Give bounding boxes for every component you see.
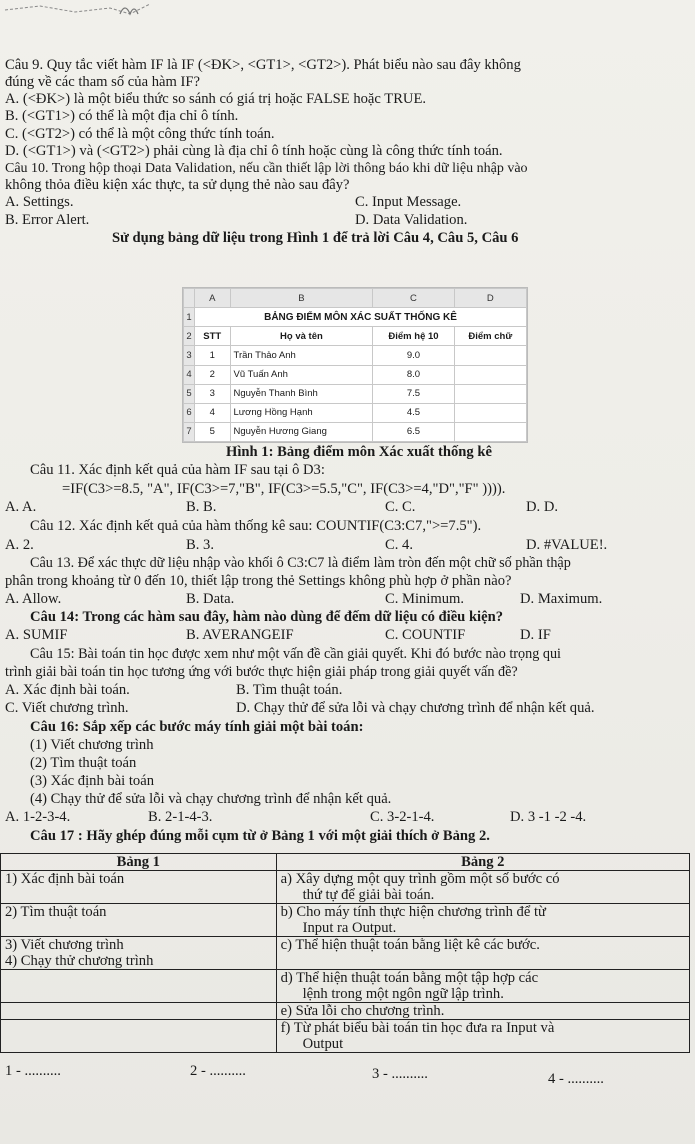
q9-option-c: C. (<GT2>) có thể là một công thức tính toán. <box>5 126 275 142</box>
left-item-2: 2) Tìm thuật toán <box>1 904 277 937</box>
right-item-f-line1: f) Từ phát biểu bài toán tin học đưa ra Input và <box>280 1020 555 1036</box>
cell-letter <box>454 384 526 403</box>
table-row <box>184 384 527 403</box>
cell-score: 8.0 <box>373 365 454 384</box>
score-spreadsheet <box>182 287 528 443</box>
header-name: Họ và tên <box>230 327 373 346</box>
q13-stem-line1: Câu 13. Để xác thực dữ liệu nhập vào khối ô C3:C7 là điểm làm tròn đến một chữ số phần thập <box>30 555 571 571</box>
q11-stem: Câu 11. Xác định kết quả của hàm IF sau tại ô D3: <box>30 462 325 478</box>
right-item-e: e) Sửa lỗi cho chương trình. <box>276 1003 689 1020</box>
table-row <box>184 422 527 441</box>
q13-option-a: A. Allow. <box>5 591 62 607</box>
cell-name: Nguyễn Hương Giang <box>230 422 373 441</box>
top-scribble <box>0 0 160 18</box>
matching-table <box>0 853 690 1053</box>
table-row <box>184 346 527 365</box>
right-item-d-line2: lệnh trong một ngôn ngữ lập trình. <box>302 986 504 1002</box>
figure-caption: Hình 1: Bảng điểm môn Xác xuất thống kê <box>226 444 492 460</box>
row-header: 5 <box>184 384 195 403</box>
row-header: 1 <box>184 308 195 327</box>
answer-blank-4[interactable]: 4 - .......... <box>548 1071 604 1087</box>
q10-stem-line2: không thỏa điều kiện xác thực, ta sử dụng thẻ nào sau đây? <box>5 177 350 193</box>
q16-option-a: A. 1-2-3-4. <box>5 809 71 825</box>
cell-stt: 2 <box>195 365 231 384</box>
row-header: 3 <box>184 346 195 365</box>
q9-stem-line2: đúng về các tham số của hàm IF? <box>5 74 200 90</box>
q16-stem: Câu 16: Sắp xếp các bước máy tính giải một bài toán: <box>30 719 364 735</box>
q13-stem-line2: phân trong khoảng từ 0 đến 10, thiết lập trong thẻ Settings không phù hợp ở phần nào? <box>5 573 512 589</box>
q12-option-a: A. 2. <box>5 537 34 553</box>
q10-option-a: A. Settings. <box>5 194 74 210</box>
q10-option-b: B. Error Alert. <box>5 212 90 228</box>
empty-cell <box>1 970 277 1003</box>
right-item-a <box>276 871 689 904</box>
right-item-f <box>276 1020 689 1053</box>
table2-header: Bảng 2 <box>276 854 689 871</box>
right-item-c: c) Thể hiện thuật toán bằng liệt kê các bước. <box>276 937 689 970</box>
right-item-b-line1: b) Cho máy tính thực hiện chương trình để từ <box>280 904 546 920</box>
q11-formula: =IF(C3>=8.5, "A", IF(C3>=7,"B", IF(C3>=5.5,"C", IF(C3>=4,"D","F" )))). <box>62 481 506 497</box>
q15-option-c: C. Viết chương trình. <box>5 700 129 716</box>
q12-option-b: B. 3. <box>186 537 214 553</box>
q13-option-b: B. Data. <box>186 591 235 607</box>
q13-option-c: C. Minimum. <box>385 591 465 607</box>
right-item-d <box>276 970 689 1003</box>
sheet-title: BẢNG ĐIỂM MÔN XÁC SUẤT THỐNG KÊ <box>195 308 527 327</box>
left-item-4-label: 4) Chạy thử chương trình <box>5 953 154 969</box>
cell-stt: 4 <box>195 403 231 422</box>
left-item-1: 1) Xác định bài toán <box>1 871 277 904</box>
q15-option-b: B. Tìm thuật toán. <box>236 682 343 698</box>
right-item-b <box>276 904 689 937</box>
q12-stem: Câu 12. Xác định kết quả của hàm thống kê sau: COUNTIF(C3:C7,">=7.5"). <box>30 518 482 534</box>
right-item-d-line1: d) Thể hiện thuật toán bằng một tập hợp các <box>280 970 539 986</box>
answer-blank-2[interactable]: 2 - .......... <box>190 1063 246 1079</box>
q15-stem-line2: trình giải bài toán tin học tương ứng với bước thực hiện giải pháp trong giải quyết vấn đề? <box>5 664 518 680</box>
row-header: 2 <box>184 327 195 346</box>
cell-letter <box>454 422 526 441</box>
cell-letter <box>454 403 526 422</box>
cell-stt: 3 <box>195 384 231 403</box>
q11-option-d: D. D. <box>526 499 559 515</box>
cell-name: Vũ Tuấn Anh <box>230 365 373 384</box>
answer-blank-1[interactable]: 1 - .......... <box>5 1063 61 1079</box>
q9-option-d: D. (<GT1>) và (<GT2>) phải cùng là địa chỉ ô tính hoặc cùng là công thức tính toán. <box>5 143 503 159</box>
q11-option-c: C. C. <box>385 499 416 515</box>
table-row <box>184 403 527 422</box>
row-header: 4 <box>184 365 195 384</box>
q16-option-c: C. 3-2-1-4. <box>370 809 435 825</box>
q13-option-d: D. Maximum. <box>520 591 603 607</box>
q10-option-c: C. Input Message. <box>355 194 462 210</box>
q9-stem-line1: Câu 9. Quy tắc viết hàm IF là IF (<ĐK>, <GT1>, <GT2>). Phát biểu nào sau đây không <box>5 57 521 73</box>
table1-header: Bảng 1 <box>1 854 277 871</box>
q16-option-b: B. 2-1-4-3. <box>148 809 213 825</box>
row-header: 6 <box>184 403 195 422</box>
q17-stem: Câu 17 : Hãy ghép đúng mỗi cụm từ ở Bảng 1 với một giải thích ở Bảng 2. <box>30 828 490 844</box>
q11-option-a: A. A. <box>5 499 37 515</box>
answer-blank-3[interactable]: 3 - .......... <box>372 1066 428 1082</box>
header-score10: Điểm hệ 10 <box>373 327 454 346</box>
empty-cell <box>1 1003 277 1020</box>
corner-cell <box>184 289 195 308</box>
q16-step-3: (3) Xác định bài toán <box>30 773 155 789</box>
left-item-3-label: 3) Viết chương trình <box>5 937 124 953</box>
q16-step-1: (1) Viết chương trình <box>30 737 154 753</box>
cell-stt: 1 <box>195 346 231 365</box>
right-item-f-line2: Output <box>302 1036 344 1052</box>
cell-score: 9.0 <box>373 346 454 365</box>
q15-option-d: D. Chạy thử để sửa lỗi và chạy chương trình để nhận kết quả. <box>236 700 595 716</box>
q12-option-d: D. #VALUE!. <box>526 537 608 553</box>
cell-score: 6.5 <box>373 422 454 441</box>
row-header: 7 <box>184 422 195 441</box>
cell-name: Lương Hồng Hạnh <box>230 403 373 422</box>
q14-option-c: C. COUNTIF <box>385 627 466 643</box>
q10-stem-line1: Câu 10. Trong hộp thoại Data Validation, nếu cần thiết lập lời thông báo khi dữ liệu nhập vào <box>5 161 528 176</box>
q14-option-d: D. IF <box>520 627 551 643</box>
left-item-3 <box>1 937 277 970</box>
right-item-a-line2: thứ tự để giải bài toán. <box>302 887 435 903</box>
right-item-a-line1: a) Xây dựng một quy trình gồm một số bước có <box>280 871 560 887</box>
q14-option-a: A. SUMIF <box>5 627 68 643</box>
cell-score: 7.5 <box>373 384 454 403</box>
empty-cell <box>1 1020 277 1053</box>
col-header-b: B <box>230 289 373 308</box>
cell-score: 4.5 <box>373 403 454 422</box>
header-letter: Điểm chữ <box>454 327 526 346</box>
q14-option-b: B. AVERANGEIF <box>186 627 294 643</box>
q16-step-4: (4) Chạy thử để sửa lỗi và chạy chương trình để nhận kết quả. <box>30 791 392 807</box>
col-header-a: A <box>195 289 231 308</box>
header-stt: STT <box>195 327 231 346</box>
q12-option-c: C. 4. <box>385 537 413 553</box>
right-item-b-line2: Input ra Output. <box>302 920 397 936</box>
q16-step-2: (2) Tìm thuật toán <box>30 755 137 771</box>
cell-name: Trần Thảo Anh <box>230 346 373 365</box>
q10-option-d: D. Data Validation. <box>355 212 468 228</box>
q14-stem: Câu 14: Trong các hàm sau đây, hàm nào dùng để đếm dữ liệu có điều kiện? <box>30 609 504 625</box>
cell-letter <box>454 346 526 365</box>
q9-option-b: B. (<GT1>) có thể là một địa chỉ ô tính. <box>5 108 239 124</box>
q15-stem-line1: Câu 15: Bài toán tin học được xem như một vấn đề cần giải quyết. Khi đó bước nào trọng qui <box>30 646 561 662</box>
table-instruction: Sử dụng bảng dữ liệu trong Hình 1 để trả lời Câu 4, Câu 5, Câu 6 <box>112 230 519 246</box>
q11-option-b: B. B. <box>186 499 217 515</box>
q9-option-a: A. (<ĐK>) là một biểu thức so sánh có giá trị hoặc FALSE hoặc TRUE. <box>5 91 427 107</box>
q15-option-a: A. Xác định bài toán. <box>5 682 130 698</box>
col-header-d: D <box>454 289 526 308</box>
cell-name: Nguyễn Thanh Bình <box>230 384 373 403</box>
table-row <box>184 365 527 384</box>
col-header-c: C <box>373 289 454 308</box>
cell-letter <box>454 365 526 384</box>
q16-option-d: D. 3 -1 -2 -4. <box>510 809 587 825</box>
cell-stt: 5 <box>195 422 231 441</box>
